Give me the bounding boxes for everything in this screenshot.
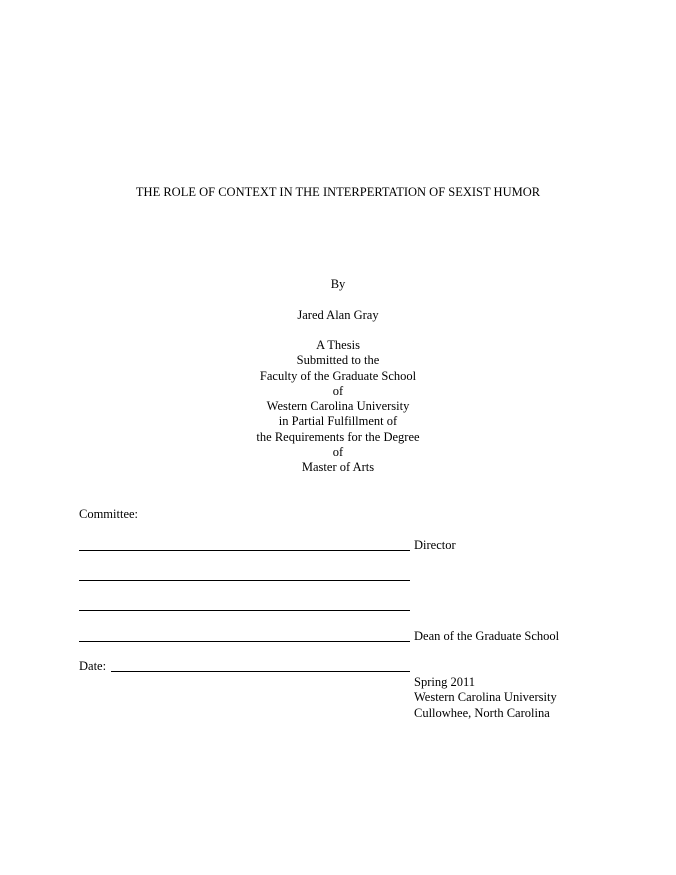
date-signature-line	[111, 671, 410, 672]
thesis-statement	[0, 338, 676, 476]
committee-label: Committee:	[79, 507, 139, 521]
thesis-line: in Partial Fulfillment of	[278, 414, 398, 429]
thesis-line: Submitted to the	[296, 353, 380, 368]
thesis-line: Master of Arts	[301, 460, 375, 475]
footer-university: Western Carolina University	[414, 690, 557, 705]
footer-block	[414, 675, 557, 721]
thesis-title: THE ROLE OF CONTEXT IN THE INTERPERTATION OF SEXIST HUMOR	[135, 185, 541, 199]
thesis-line: of	[332, 445, 344, 460]
author-name: Jared Alan Gray	[297, 308, 379, 322]
dean-signature-line	[79, 641, 410, 642]
thesis-line: Faculty of the Graduate School	[259, 368, 417, 383]
footer-location: Cullowhee, North Carolina	[414, 705, 550, 720]
thesis-line: Western Carolina University	[266, 399, 410, 414]
thesis-line: A Thesis	[316, 338, 360, 352]
thesis-line: the Requirements for the Degree	[256, 429, 420, 444]
footer-term: Spring 2011	[414, 675, 475, 689]
thesis-line: of	[332, 383, 344, 398]
dean-label: Dean of the Graduate School	[414, 629, 560, 643]
by-line: By	[330, 277, 346, 291]
director-signature-line	[79, 550, 410, 551]
date-label: Date:	[79, 659, 107, 673]
member-signature-line	[79, 580, 410, 581]
member-signature-line	[79, 610, 410, 611]
director-label: Director	[414, 538, 456, 552]
